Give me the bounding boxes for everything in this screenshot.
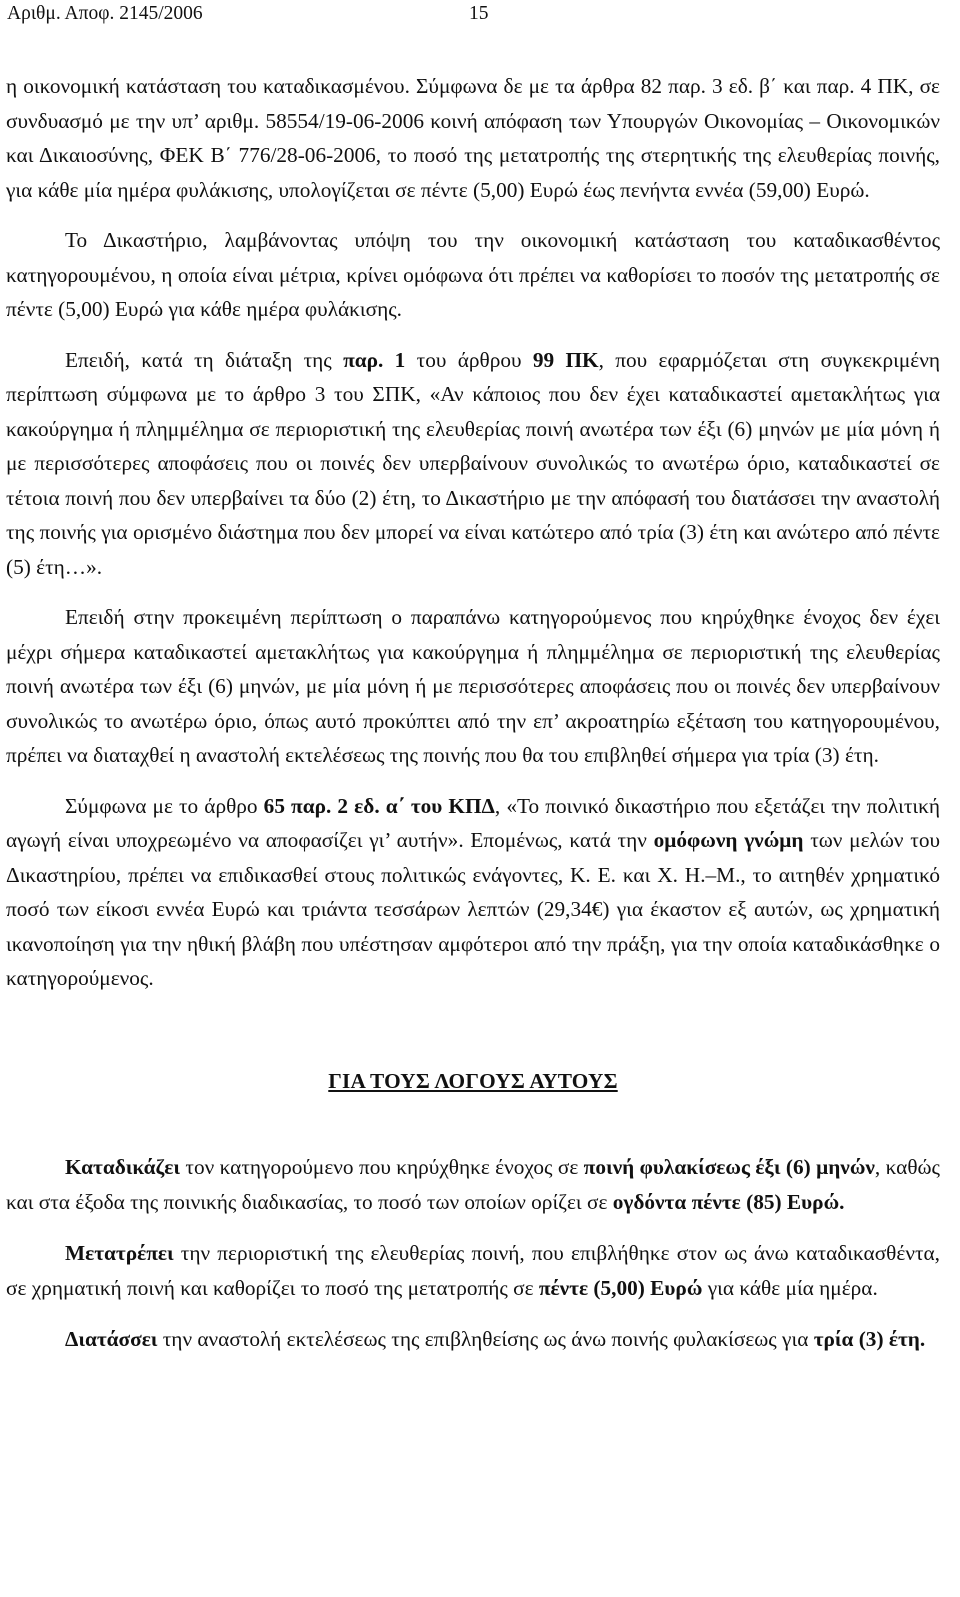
text-segment: τον κατηγορούμενο που κηρύχθηκε ένοχος σε [180,1155,584,1179]
bold-phrase: τρία (3) έτη. [813,1327,926,1351]
bold-phrase: ογδόντα πέντε (85) Ευρώ. [612,1189,845,1214]
paragraph-article-99 [6,343,940,585]
ruling-verb: Διατάσσει [65,1327,158,1351]
ruling-verb: Μετατρέπει [65,1241,174,1265]
text-segment: , «Το ποινικό δικαστήριο που εξετάζει την πολιτική αγωγή είναι υποχρεωμένο να αποφασίζει γι’ αυτήν». Επομένως, κατά την [6,793,941,852]
page-number: 15 [469,3,489,24]
paragraph-court-assessment: Το Δικαστήριο, λαμβάνοντας υπόψη του την οικονομική κατάσταση του καταδικασθέντος κατηγορουμένου, η οποία είναι μέτρια, κρίνει ομόφωνα ότι πρέπει να καθορίσει το ποσόν της μετατροπής σε πέντε (5,00) Ευρώ για κάθε ημέρα φυλάκισης. [6,228,940,321]
paragraph-civil-claim [6,789,940,996]
text-segment: την αναστολή εκτελέσεως της επιβληθείσης ως άνω ποινής φυλακίσεως για [157,1327,814,1351]
document-reference: Αριθμ. Αποφ. 2145/2006 [7,3,203,24]
text-segment: , που εφαρμόζεται στη συγκεκριμένη περίπτωση σύμφωνα με το άρθρο 3 του ΣΠΚ, «Αν κάποιος που δεν έχει καταδικαστεί αμετακλήτως για κακούργημα ή πλημμέλημα σε περιοριστική της ελευθερίας ποινή ανωτέρα των έξι (6) μηνών με μία μόνη ή με περισσότερες αποφάσεις που οι ποινές δεν υπερβαίνουν συνολικώς το ανωτέρω όριο, καταδικαστεί σε τέτοια ποινή που δεν υπερβαίνει τα δύο (2) έτη, το Δικαστήριο με την απόφασή του διατάσσει την αναστολή της ποινής για ορισμένο διάστημα που δεν μπορεί να είναι κατώτερο από τρία (3) έτη και ανώτερο από πέντε (5) έτη…». [6,347,940,579]
bold-reference: 65 παρ. 2 εδ. α΄ του ΚΠΔ [263,793,495,818]
text-segment: για κάθε μία ημέρα. [702,1275,878,1300]
ruling-suspension [6,1322,940,1357]
text-segment: Σύμφωνα με το άρθρο [65,793,264,818]
section-title: ΓΙΑ ΤΟΥΣ ΛΟΓΟΥΣ ΑΥΤΟΥΣ [328,1068,618,1093]
bold-phrase: ποινή φυλακίσεως έξι (6) μηνών [583,1155,875,1179]
bold-phrase: πέντε (5,00) Ευρώ [538,1275,703,1300]
text-segment: την περιοριστική της ελευθερίας ποινή, που επιβλήθηκε στον ως άνω καταδικασθέντα, σε χρηματική ποινή και καθορίζει το ποσό της μετατροπής σε [6,1241,940,1300]
bold-reference: 99 ΠΚ [532,347,599,372]
ruling-verb: Καταδικάζει [65,1155,181,1179]
text-segment: του άρθρου [405,347,533,372]
paragraph-conversion-amount: η οικονομική κατάσταση του καταδικασμένου. Σύμφωνα δε με τα άρθρα 82 παρ. 3 εδ. β΄ και παρ. 4 ΠΚ, σε συνδυασμό με την υπ’ αριθμ. 58554/19-06-2006 κοινή απόφαση των Υπουργών Οικονομίας – Οικονομικών και Δικαιοσύνης, ΦΕΚ Β΄ 776/28-06-2006, το ποσό της μετατροπής της στερητικής της ελευθερίας ποινής, για κάθε μία ημέρα φυλάκισης, υπολογίζεται σε πέντε (5,00) Ευρώ έως πενήντα εννέα (59,00) Ευρώ. [6,74,940,202]
paragraph-suspension-reasoning: Επειδή στην προκειμένη περίπτωση ο παραπάνω κατηγορούμενος που κηρύχθηκε ένοχος δεν έχει μέχρι σήμερα καταδικαστεί αμετακλήτως για κακούργημα ή πλημμέλημα σε περιοριστική της ελευθερίας ποινή ανωτέρα των έξι (6) μηνών, με μία μόνη ή με περισσότερες αποφάσεις που οι ποινές δεν υπερβαίνουν συνολικώς το ανωτέρω όριο, όπως αυτό προκύπτει από την επ’ ακροατηρίω εξέταση του κατηγορουμένου, πρέπει να διαταχθεί η αναστολή εκτελέσεως της ποινής που θα του επιβληθεί σήμερα για τρία (3) έτη. [6,605,940,767]
text-segment: Επειδή, κατά τη διάταξη της [65,347,344,372]
text-segment: , καθώς και στα έξοδα της ποινικής διαδικασίας, το ποσό των οποίων ορίζει σε [6,1155,940,1214]
ruling-conversion [6,1236,940,1305]
ruling-sentence [6,1150,940,1219]
page-header [7,0,947,30]
text-segment: των μελών του Δικαστηρίου, πρέπει να επιδικασθεί στους πολιτικώς ενάγοντες, Κ. Ε. και Χ. Η.–Μ., το αιτηθέν χρηματικό ποσό των είκοσι εννέα Ευρώ και τριάντα τεσσάρων λεπτών (29,34€) για έκαστον εξ αυτών, ως χρηματική ικανοποίηση για την ηθική βλάβη που υπέστησαν αμφότεροι από την πράξη, για την οποία καταδικάσθηκε ο κατηγορούμενος. [6,828,941,990]
document-body [6,69,940,1357]
bold-phrase: ομόφωνη γνώμη [653,828,804,852]
bold-reference: παρ. 1 [343,347,406,372]
